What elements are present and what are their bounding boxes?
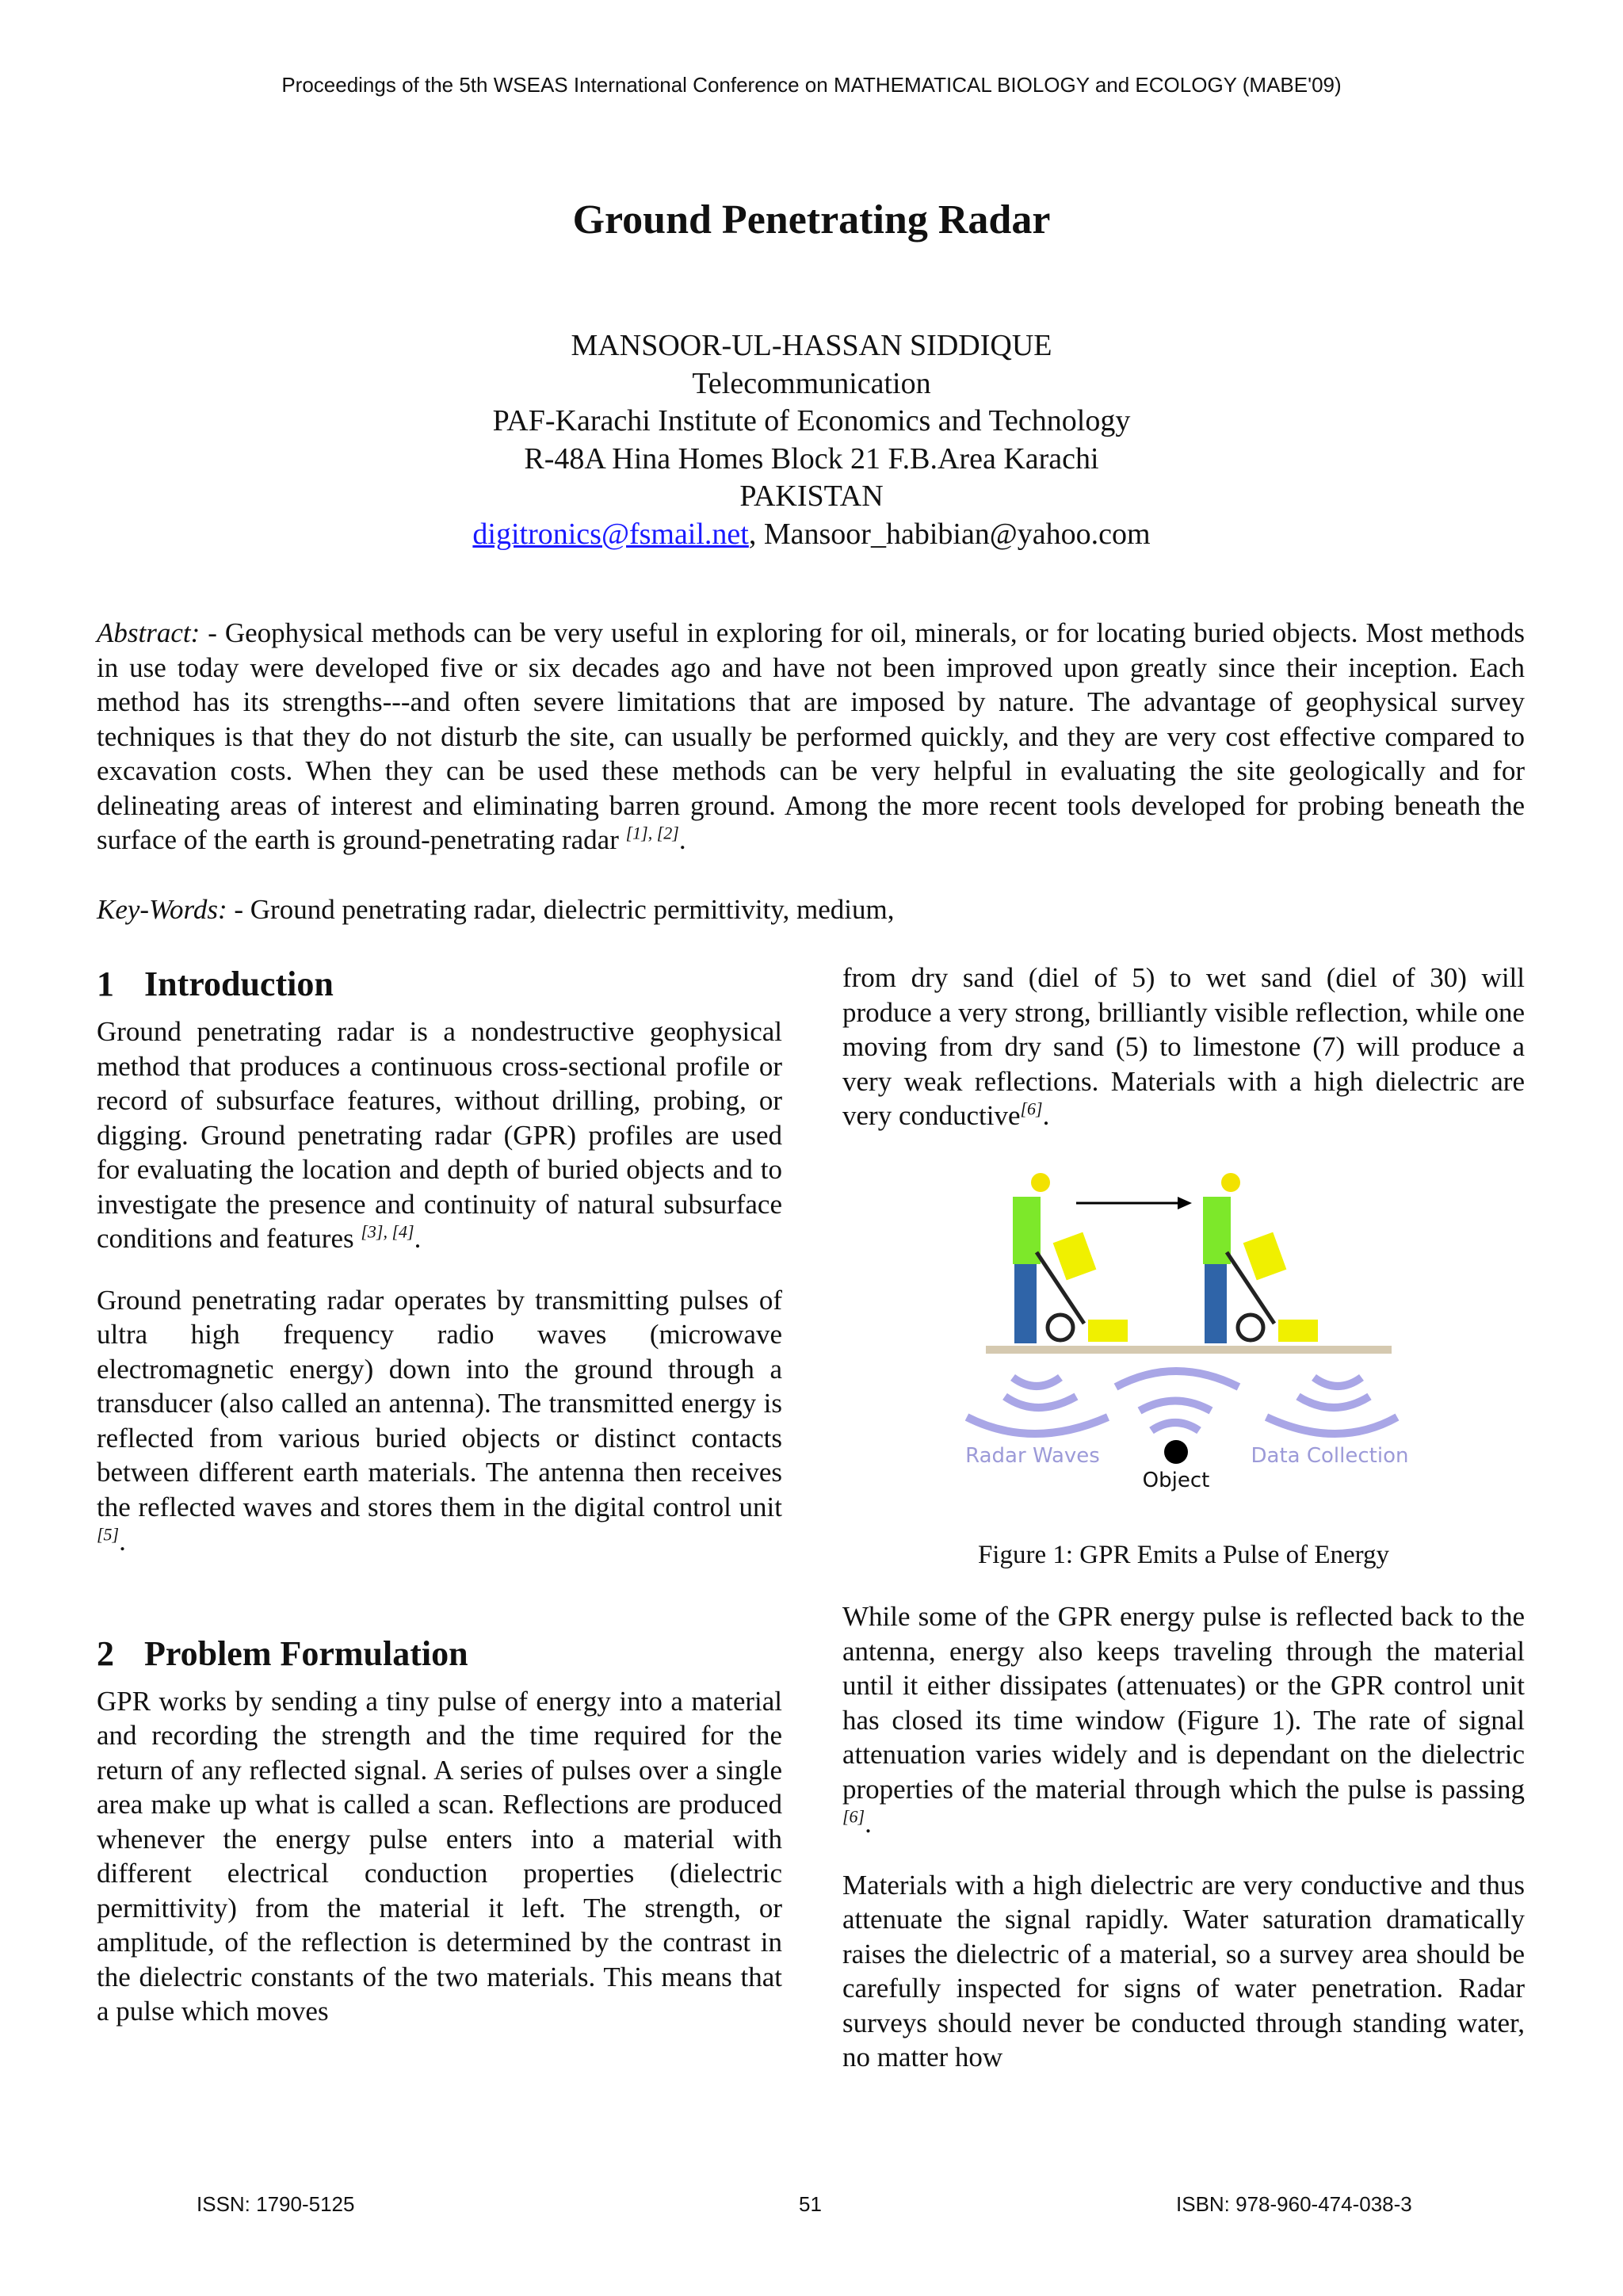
- citation: [6]: [842, 1806, 865, 1827]
- paragraph: Ground penetrating radar operates by transmitting pulses of ultra high frequency radio waves (microwave electromagnetic energy) down into the ground through a transducer (also called an antenna). The transmitted energy is reflected from various buried objects or distinct contacts between different earth materials. The antenna then receives the reflected waves and stores them in the digital control unit [5].: [97, 1284, 782, 1557]
- radar-waves: [967, 1371, 1397, 1434]
- ground-line: [986, 1346, 1392, 1354]
- keywords-label: Key-Words:: [97, 894, 227, 925]
- citation: [5]: [97, 1524, 120, 1545]
- keywords-text: - Ground penetrating radar, dielectric permittivity, medium,: [227, 894, 895, 925]
- right-column-lower: [842, 1599, 1525, 2102]
- author-country: PAKISTAN: [739, 479, 884, 513]
- section-heading: [97, 1633, 782, 1675]
- footer-page-number: 51: [799, 2192, 822, 2216]
- paragraph: Ground penetrating radar is a nondestructive geophysical method that produces a continuous cross-sectional profile or record of subsurface features, without drilling, probing, or digging. Ground penetrating radar (GPR) profiles are used for evaluating the location and depth of buried objects and to investigate the presence and continuity of natural subsurface conditions and features [3], [4].: [97, 1016, 782, 1254]
- email-2: Mansoor_habibian@yahoo.com: [763, 517, 1151, 551]
- paragraph-text: While some of the GPR energy pulse is reflected back to the antenna, energy also keeps traveling through the material until it either dissipates (attenuates) or the GPR control unit has closed its time window (Figure 1). The rate of signal attenuation varies widely and is dependant on the dielectric properties of the material through which the pulse is passing: [842, 1601, 1525, 1805]
- author-institute: PAF-Karachi Institute of Economics and Technology: [492, 404, 1131, 437]
- citation: [6]: [1020, 1098, 1043, 1119]
- paper-title: Ground Penetrating Radar: [572, 197, 1051, 243]
- paragraph-text: Materials with a high dielectric are very conductive and thus attenuate the signal rapidly. Water saturation dramatically raises the dielectric of a material, so a survey area should be carefully inspected for signs of water penetration. Radar surveys should never be conducted through standing water, no matter how: [842, 1869, 1525, 2073]
- label-object: Object: [1142, 1469, 1210, 1492]
- paragraph-text: Ground penetrating radar is a nondestructive geophysical method that produces a continuous cross-sectional profile or record of subsurface features, without drilling, probing, or digging. Ground penetrating radar (GPR) profiles are used for evaluating the location and depth of buried objects and to investigate the presence and continuity of natural subsurface conditions and features: [97, 1016, 782, 1254]
- section-title: Introduction: [144, 965, 334, 1003]
- footer-issn: ISSN: 1790-5125: [197, 2192, 355, 2216]
- paragraph: While some of the GPR energy pulse is reflected back to the antenna, energy also keeps traveling through the material until it either dissipates (attenuates) or the GPR control unit has closed its time window (Figure 1). The rate of signal attenuation varies widely and is dependant on the dielectric properties of the material through which the pulse is passing [6].: [842, 1601, 1525, 1839]
- author-emails: [0, 516, 1623, 554]
- email-link[interactable]: digitronics@fsmail.net: [472, 517, 749, 551]
- object-icon: [1164, 1440, 1188, 1464]
- section-number: 2: [97, 1633, 114, 1673]
- section-number: 1: [97, 965, 114, 1003]
- right-column: [842, 961, 1525, 1160]
- citation: [1], [2]: [625, 823, 679, 843]
- abstract-text: - Geophysical methods can be very useful in exploring for oil, minerals, or for locating buried objects. Most methods in use today were developed five or six decades ago and have not been improved upon greatly since their inception. Each method has its strengths---and often severe limitations that are imposed by nature. The advantage of geophysical survey techniques is that they do not disturb the site, can usually be performed quickly, and they are very cost effective compared to excavation costs. When they can be used these methods can be very helpful in evaluating the site geologically and for delineating areas of interest and eliminating barren ground. Among the more recent tools developed for probing beneath the surface of the earth is ground-penetrating radar: [97, 617, 1525, 855]
- label-data-collection: Data Collection: [1251, 1444, 1409, 1468]
- figure-caption: Figure 1: GPR Emits a Pulse of Energy: [977, 1541, 1390, 1569]
- keywords: [97, 892, 1525, 927]
- abstract: [97, 616, 1525, 858]
- left-column: [97, 964, 782, 2056]
- running-header: Proceedings of the 5th WSEAS International Conference on MATHEMATICAL BIOLOGY and ECOLOGY (MABE'09): [281, 73, 1342, 97]
- paragraph-text: GPR works by sending a tiny pulse of energy into a material and recording the strength and the time required for the return of any reflected signal. A series of pulses over a single area make up what is called a scan. Reflections are produced whenever the energy pulse enters into a material with different electrical conduction properties (dielectric permittivity) from the material it left. The strength, or amplitude, of the reflection is determined by the contrast in the dielectric constants of the two materials. This means that a pulse which moves: [97, 1685, 782, 2027]
- abstract-end: .: [678, 824, 686, 855]
- gpr-figure: [957, 1165, 1417, 1498]
- paragraph-text: Ground penetrating radar operates by transmitting pulses of ultra high frequency radio waves (microwave electromagnetic energy) down into the ground through a transducer (also called an antenna). The transmitted energy is reflected from various buried objects or distinct contacts between different earth materials. The antenna then receives the reflected waves and stores them in the digital control unit: [97, 1284, 782, 1522]
- paragraph-text: from dry sand (diel of 5) to wet sand (diel of 30) will produce a very strong, brilliantly visible reflection, while one moving from dry sand (5) to limestone (7) will produce a very weak reflections. Materials with a high dielectric are very conductive: [842, 962, 1525, 1131]
- arrow-icon: [1076, 1197, 1192, 1209]
- operator-right-illustration: [1203, 1173, 1318, 1343]
- footer-isbn: ISBN: 978-960-474-038-3: [1176, 2192, 1412, 2216]
- paragraph: [97, 1684, 782, 2029]
- paragraph: from dry sand (diel of 5) to wet sand (diel of 30) will produce a very strong, brilliantly visible reflection, while one moving from dry sand (5) to limestone (7) will produce a very weak reflections. Materials with a high dielectric are very conductive[6].: [842, 962, 1525, 1131]
- author-block: [0, 327, 1623, 553]
- author-name: MANSOOR-UL-HASSAN SIDDIQUE: [571, 329, 1052, 362]
- label-radar-waves: Radar Waves: [965, 1444, 1100, 1468]
- operator-left-illustration: [1013, 1173, 1128, 1343]
- paragraph: [842, 1868, 1525, 2075]
- abstract-label: Abstract:: [97, 617, 200, 648]
- author-dept: Telecommunication: [692, 366, 931, 400]
- author-address: R-48A Hina Homes Block 21 F.B.Area Karachi: [524, 441, 1099, 476]
- section-heading: [97, 964, 782, 1005]
- email-separator: ,: [748, 517, 764, 551]
- section-title: Problem Formulation: [144, 1633, 468, 1673]
- citation: [3], [4]: [361, 1221, 414, 1242]
